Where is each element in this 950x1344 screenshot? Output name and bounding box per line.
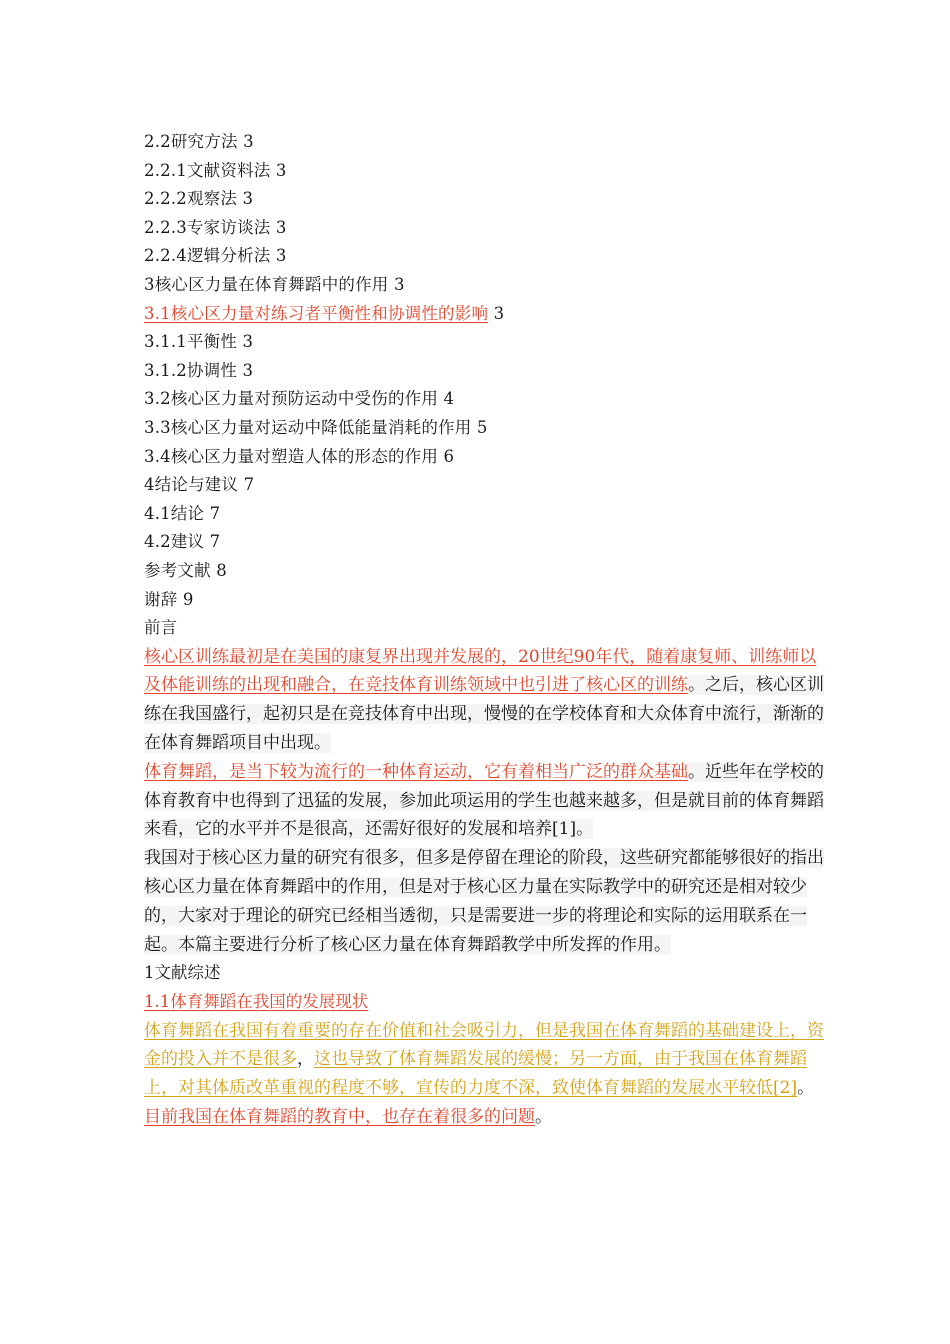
toc-entry[interactable]: 2.2.2观察法 3	[144, 189, 254, 209]
preface-paragraph-1	[144, 643, 824, 758]
toc-entry[interactable]: 4结论与建议 7	[144, 475, 255, 495]
toc-entry[interactable]: 3.1.2协调性 3	[144, 360, 254, 380]
paragraph-text: 我国对于核心区力量的研究有很多，但多是停留在理论的阶段，这些研究都能够很好的指出核心区力量在体育舞蹈中的作用，但是对于核心区力量在实际教学中的研究还是相对较少的，大家对于理论的研究已经相当透彻，只是需要进一步的将理论和实际的运用联系在一起。本篇主要进行分析了核心区力量在体育舞蹈教学中所发挥的作用。	[144, 848, 824, 955]
preface-paragraph-3	[144, 844, 824, 959]
table-of-contents	[144, 128, 834, 614]
punctuation: ，	[297, 1049, 314, 1070]
section-heading: 1文献综述	[144, 963, 221, 983]
toc-entry[interactable]: 3.4核心区力量对塑造人体的形态的作用 6	[144, 446, 455, 466]
document-content	[144, 128, 834, 1132]
toc-entry-link[interactable]: 3.1核心区力量对练习者平衡性和协调性的影响	[144, 303, 489, 323]
annotated-text-yellow[interactable]: 这也导致了体育舞蹈发展的缓慢；另一方面，由于我国在体育舞蹈上，对其体质改革重视的程度不够，宣传的力度不深，致使体育舞蹈的发展水平较低[2]	[144, 1049, 807, 1099]
preface-paragraph-2	[144, 758, 824, 844]
annotated-text[interactable]: 核心区训练最初是在美国的康复界出现并发展的，20世纪90年代，随着康复师、训练师以及体能训练的出现和融合，在竞技体育训练领域中也引进了核心区的训练	[144, 646, 817, 696]
toc-entry[interactable]: 2.2.1文献资料法 3	[144, 160, 287, 180]
preface-heading: 前言	[144, 618, 177, 638]
toc-entry[interactable]: 2.2.3专家访谈法 3	[144, 217, 287, 237]
annotated-heading[interactable]: 1.1体育舞蹈在我国的发展现状	[144, 992, 369, 1012]
punctuation: 。	[535, 1107, 552, 1128]
annotated-text-yellow[interactable]: 体育舞蹈在我国有着重要的存在价值和社会吸引力，但是我国在体育舞蹈的基础建设上，资金的投入并不是很多	[144, 1020, 824, 1070]
toc-entry[interactable]: 2.2.4逻辑分析法 3	[144, 246, 287, 266]
toc-entry[interactable]: 3.1.1平衡性 3	[144, 332, 254, 352]
toc-entry-highlighted[interactable]	[144, 300, 834, 329]
toc-entry[interactable]: 3.2核心区力量对预防运动中受伤的作用 4	[144, 389, 455, 409]
punctuation: 。	[797, 1078, 815, 1099]
toc-entry[interactable]: 2.2研究方法 3	[144, 132, 254, 151]
toc-entry-page: 3	[488, 303, 505, 323]
subsection-heading[interactable]	[144, 988, 834, 1017]
toc-entry[interactable]: 参考文献 8	[144, 560, 227, 580]
toc-entry[interactable]: 3核心区力量在体育舞蹈中的作用 3	[144, 274, 405, 294]
paragraph-text: 。近些年在学校的体育教育中也得到了迅猛的发展，参加此项运用的学生也越来越多，但是就目前的体育舞蹈来看，它的水平并不是很高，还需好很好的发展和培养[1]。	[144, 761, 824, 840]
paragraph-text: 。之后，核心区训练在我国盛行，起初只是在竞技体育中出现，慢慢的在学校体育和大众体育中流行，渐渐的在体育舞蹈项目中出现。	[144, 675, 824, 754]
toc-entry[interactable]: 4.1结论 7	[144, 503, 221, 523]
toc-entry[interactable]: 3.3核心区力量对运动中降低能量消耗的作用 5	[144, 417, 488, 437]
section-paragraph	[144, 1017, 824, 1132]
toc-entry[interactable]: 谢辞 9	[144, 589, 194, 609]
annotated-text[interactable]: 目前我国在体育舞蹈的教育中，也存在着很多的问题	[144, 1107, 535, 1128]
annotated-text[interactable]: 体育舞蹈，是当下较为流行的一种体育运动，它有着相当广泛的群众基础	[144, 761, 688, 782]
toc-entry[interactable]: 4.2建议 7	[144, 532, 221, 552]
